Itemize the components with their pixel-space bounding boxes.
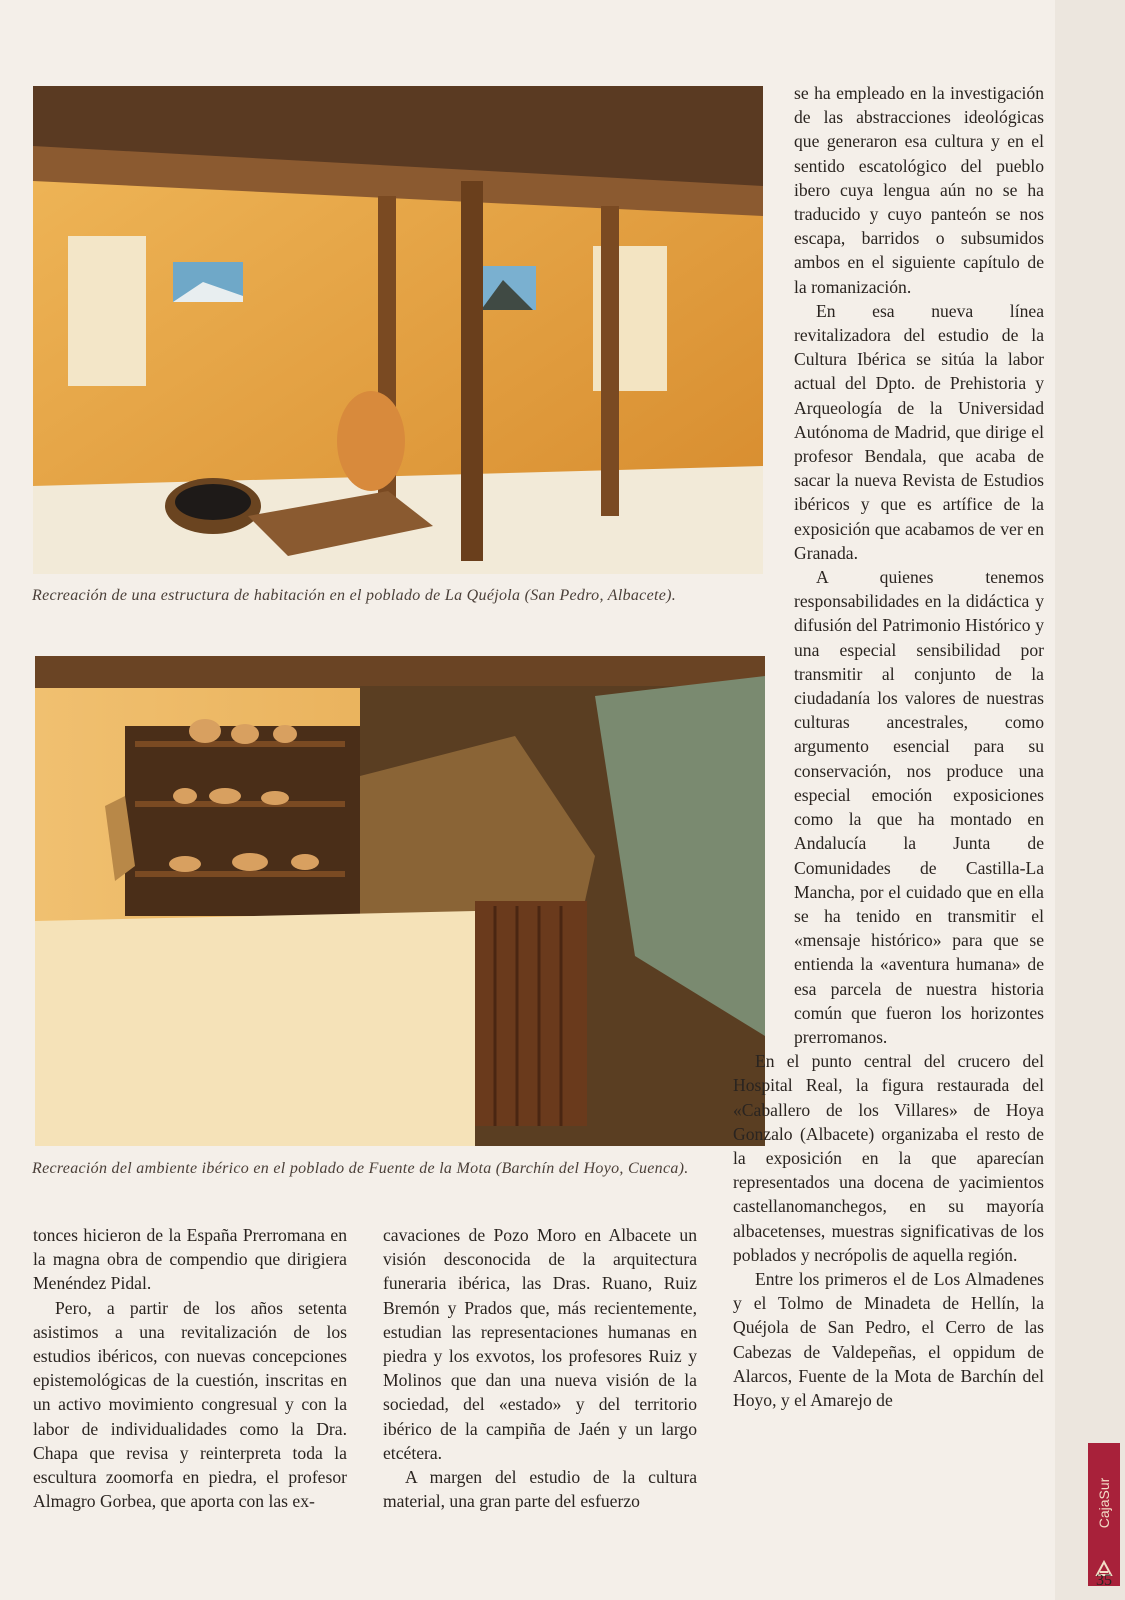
- paragraph: A margen del estudio de la cultura material, una gran parte del esfuerzo: [383, 1467, 697, 1512]
- paragraph: Pero, a partir de los años setenta asistimos a una revitalización de los estudios ibéricos, con nuevas concepciones epistemológicas de la cuestión, inscritas en un activo movimiento congresual y con la labor de individualidades como la Dra. Chapa que revisa y reinterpreta toda la escultura zoomorfa en piedra, el profesor Almagro Gorbea, que aporta con las ex-: [33, 1297, 347, 1512]
- paragraph: Entre los primeros el de Los Almadenes y el Tolmo de Minadeta de Hellín, la Quéjola de San Pedro, el Cerro de las Cabezas de Valdepeñas, el oppidum de Alarcos, Fuente de la Mota de Barchín del Hoyo, y el Amarejo de: [733, 1268, 1044, 1410]
- photo-fuente-de-la-mota-illustration: [35, 656, 765, 1146]
- paragraph: tonces hicieron de la España Prerromana en la magna obra de compendio que dirigiera Menéndez Pidal.: [33, 1225, 347, 1294]
- publisher-tab: [1088, 1443, 1120, 1586]
- caption-photo-1: Recreación de una estructura de habitación en el poblado de La Quéjola (San Pedro, Albacete).: [32, 587, 677, 604]
- paragraph: cavaciones de Pozo Moro en Albacete un visión desconocida de la arquitectura funeraria ibérica, las Dras. Ruano, Ruiz Bremón y Prados que, más recientemente, estudian las representaciones humanas en piedra y los exvotos, los profesores Ruiz y Molinos que dan una nueva visión de la sociedad, del «estado» y del territorio ibérico de la campiña de Jaén y un largo etcétera.: [383, 1225, 697, 1463]
- bottom-middle-column: [383, 1223, 697, 1513]
- caption-photo-2: Recreación del ambiente ibérico en el poblado de Fuente de la Mota (Barchín del Hoyo, Cuenca).: [32, 1160, 689, 1177]
- photo-la-quejola-illustration: [33, 86, 763, 574]
- photo-la-quejola: [33, 86, 763, 574]
- page-edge: [1055, 0, 1125, 1600]
- paragraph: En el punto central del crucero del Hospital Real, la figura restaurada del «Caballero de los Villares» de Hoya Gonzalo (Albacete) organizaba el resto de la exposición en la que aparecían representados una docena de yacimientos castellanomanchegos, en su mayoría albacetenses, muestras significativas de los poblados y necrópolis de aquella región.: [733, 1051, 1044, 1265]
- paragraph: se ha empleado en la investigación de las abstracciones ideológicas que generaron esa cultura y en el sentido escatológico del pueblo ibero cuya lengua aún no se ha traducido y cuyo panteón se nos escapa, barridos o subsumidos ambos en el siguiente capítulo de la romanización.: [794, 83, 1044, 297]
- page-number: 35: [1096, 1572, 1112, 1589]
- paragraph: En esa nueva línea revitalizadora del estudio de la Cultura Ibérica se sitúa la labor actual del Dpto. de Prehistoria y Arqueología de la Universidad Autónoma de Madrid, que dirige el profesor Bendala, que acaba de sacar la nueva Revista de Estudios ibéricos y que es artífice de la exposición que acabamos de ver en Granada.: [794, 300, 1044, 563]
- photo-fuente-de-la-mota: [35, 656, 765, 1146]
- right-column: [733, 81, 1044, 1412]
- publisher-name: CajaSur: [1096, 1477, 1112, 1529]
- paragraph: A quienes tenemos responsabilidades en la didáctica y difusión del Patrimonio Histórico y una especial sensibilidad por transmitir al conjunto de la ciudadanía los valores de nuestras culturas ancestrales, como argumento esencial para su conservación, nos produce una especial emoción exposiciones como la que ha montado en Andalucía la Junta de Comunidades de Castilla-La Mancha, por el cuidado que en ella se ha tenido en transmitir el «mensaje histórico» para que se entienda la «aventura humana» de esa parcela de nuestra historia común que fueron los horizontes prerromanos.: [794, 567, 1044, 1047]
- bottom-left-column: [33, 1223, 347, 1513]
